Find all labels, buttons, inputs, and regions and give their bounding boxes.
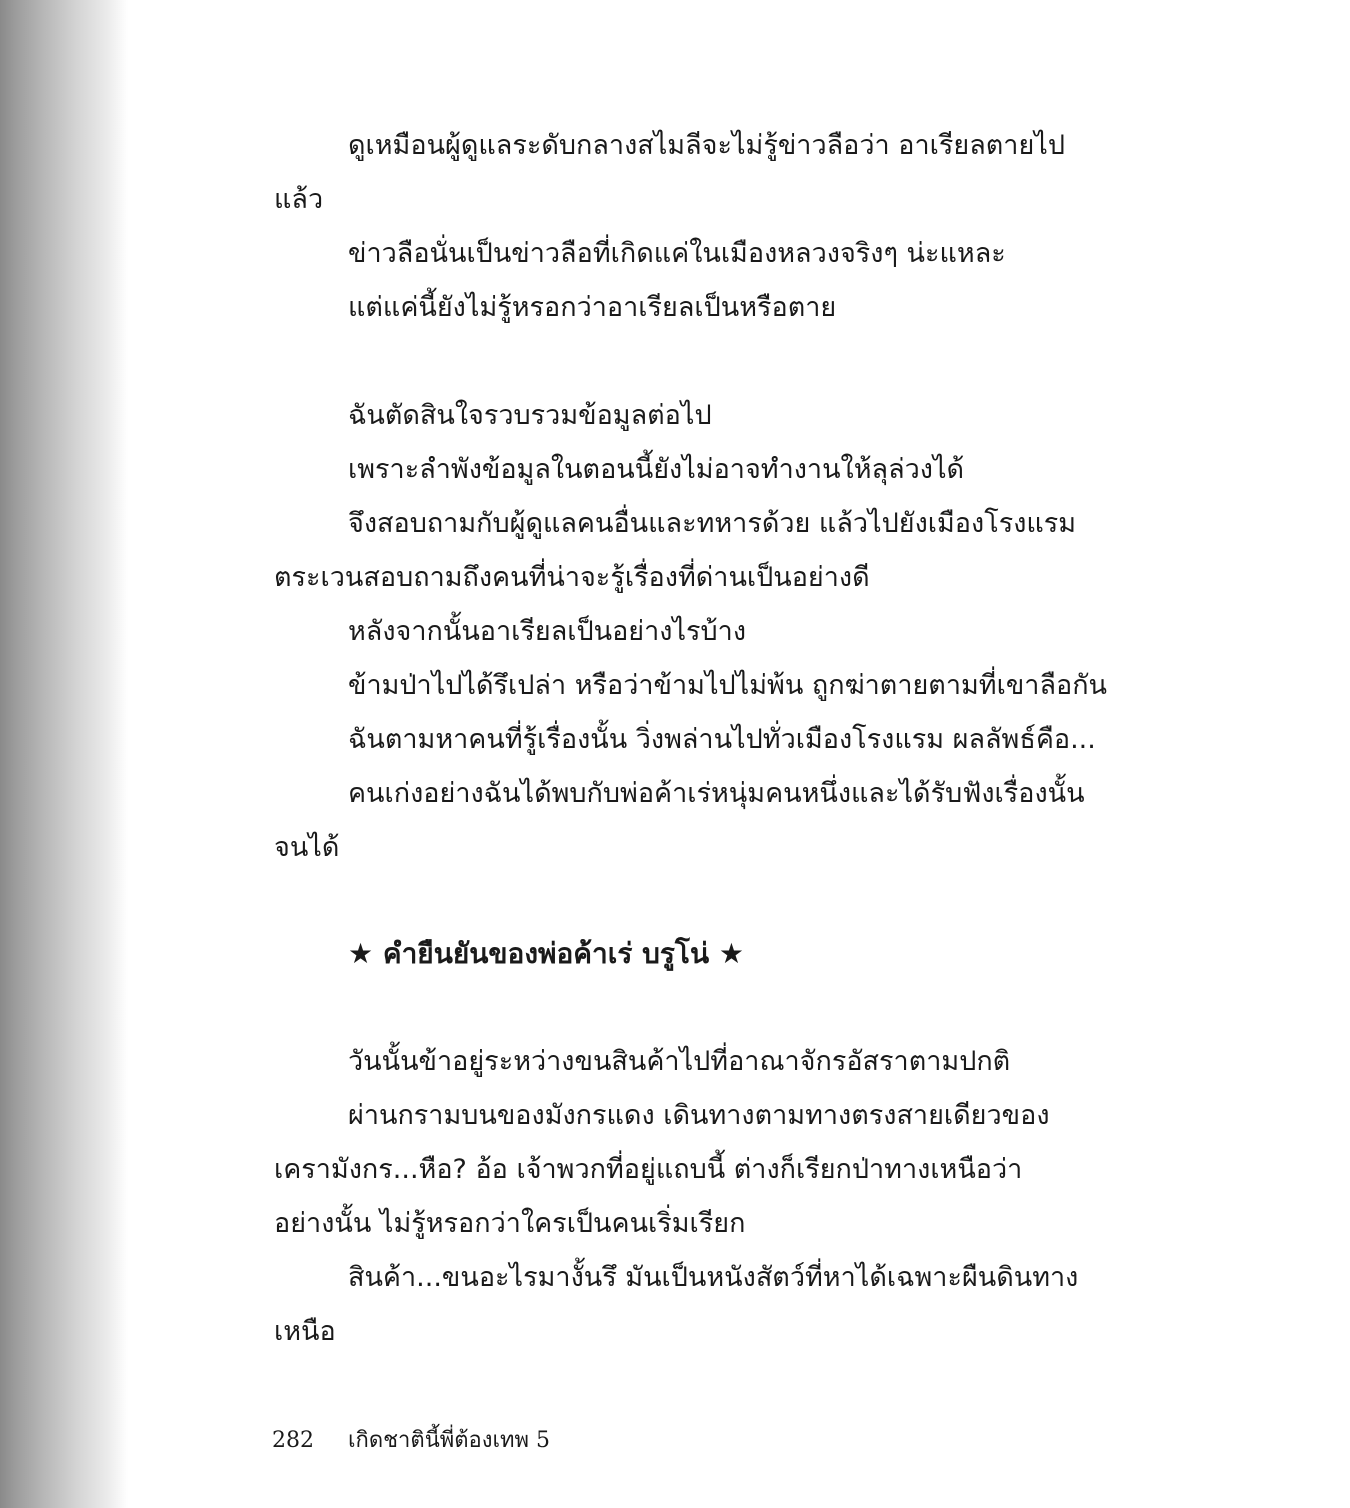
paragraph-line: เครามังกร...หือ? อ้อ เจ้าพวกที่อยู่แถบนี้ ต่างก็เรียกป่าทางเหนือว่า <box>274 1154 1023 1185</box>
page-number: 282 <box>272 1428 314 1453</box>
paragraph-line: สินค้า...ขนอะไรมางั้นรึ มันเป็นหนังสัตว์ที่หาได้เฉพาะผืนดินทาง <box>348 1262 1079 1293</box>
paragraph-line: จึงสอบถามกับผู้ดูแลคนอื่นและทหารด้วย แล้วไปยังเมืองโรงแรม <box>348 508 1077 539</box>
paragraph-line: แล้ว <box>274 184 324 215</box>
paragraph-line: แต่แค่นี้ยังไม่รู้หรอกว่าอาเรียลเป็นหรือตาย <box>348 292 837 323</box>
paragraph-line: จนได้ <box>274 832 340 863</box>
paragraph-line: ตระเวนสอบถามถึงคนที่น่าจะรู้เรื่องที่ด่านเป็นอย่างดี <box>274 562 870 593</box>
section-heading: ★ คำยืนยันของพ่อค้าเร่ บรูโน่ ★ <box>348 937 744 970</box>
paragraph-line: หลังจากนั้นอาเรียลเป็นอย่างไรบ้าง <box>348 616 747 647</box>
paragraph-line: อย่างนั้น ไม่รู้หรอกว่าใครเป็นคนเริ่มเรียก <box>274 1208 746 1239</box>
paragraph-line: คนเก่งอย่างฉันได้พบกับพ่อค้าเร่หนุ่มคนหนึ่งและได้รับฟังเรื่องนั้น <box>348 778 1085 809</box>
paragraph-line: ข่าวลือนั่นเป็นข่าวลือที่เกิดแค่ในเมืองหลวงจริงๆ น่ะแหละ <box>348 238 1006 269</box>
paragraph-line: เหนือ <box>274 1316 336 1347</box>
paragraph-line: ผ่านกรามบนของมังกรแดง เดินทางตามทางตรงสายเดียวของ <box>348 1100 1050 1131</box>
paragraph-line: ฉันตัดสินใจรวบรวมข้อมูลต่อไป <box>348 400 712 431</box>
paragraph-line: วันนั้นข้าอยู่ระหว่างขนสินค้าไปที่อาณาจักรอัสราตามปกติ <box>348 1046 1011 1077</box>
running-footer-title: เกิดชาตินี้พี่ต้องเทพ 5 <box>348 1428 550 1453</box>
paragraph-line: ฉันตามหาคนที่รู้เรื่องนั้น วิ่งพล่านไปทั่วเมืองโรงแรม ผลลัพธ์คือ... <box>348 724 1096 755</box>
paragraph-line: ข้ามป่าไปได้รึเปล่า หรือว่าข้ามไปไม่พ้น ถูกฆ่าตายตามที่เขาลือกัน <box>348 670 1108 701</box>
paragraph-line: ดูเหมือนผู้ดูแลระดับกลางสไมลีจะไม่รู้ข่าวลือว่า อาเรียลตายไป <box>348 130 1066 161</box>
paragraph-line: เพราะลำพังข้อมูลในตอนนี้ยังไม่อาจทำงานให้ลุล่วงได้ <box>348 454 965 485</box>
